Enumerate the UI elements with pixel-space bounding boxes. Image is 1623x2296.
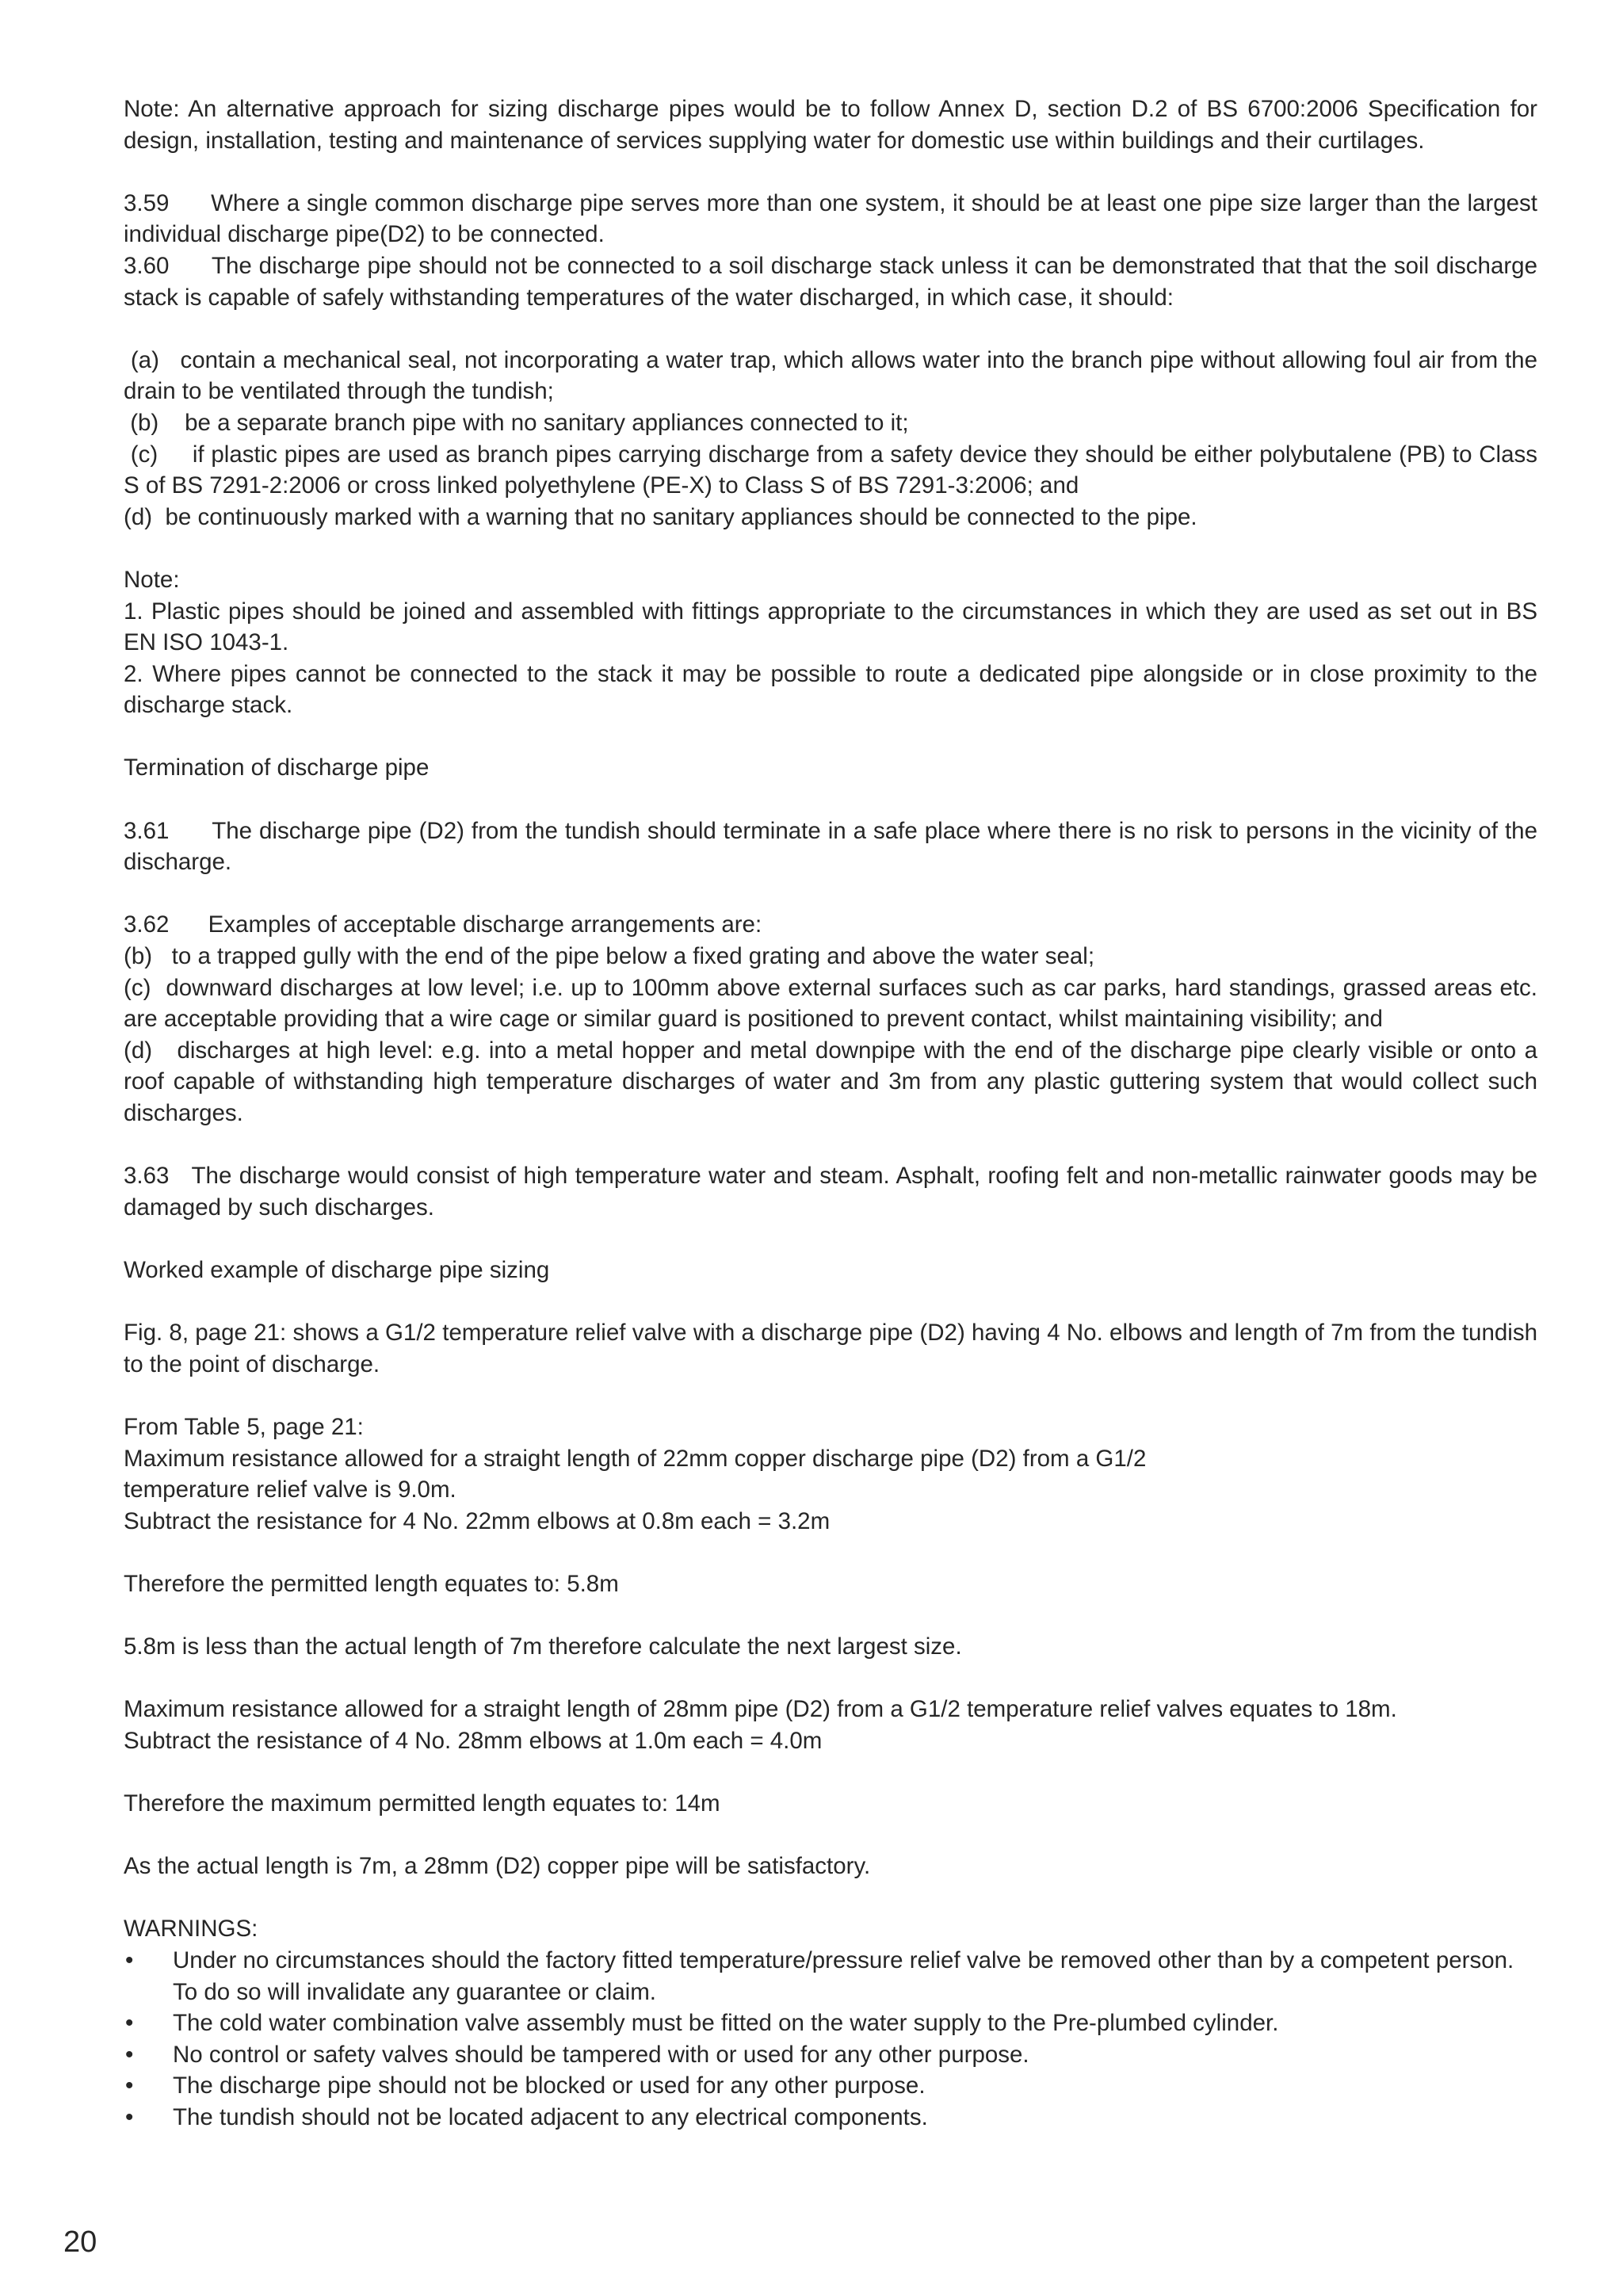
list-item: (c) downward discharges at low level; i.e. up to 100mm above external surfaces such as car parks, hard standings, grassed areas etc. are acceptable providing that a wire cage or similar guard is positioned to prevent contact, whilst maintaining visibility; and [124, 974, 1537, 1033]
section-3-61 [124, 816, 1537, 878]
warning-item: • No control or safety valves should be tampered with or used for any other purpose. [124, 2039, 1537, 2071]
table5-line: temperature relief valve is 9.0m. [124, 1477, 456, 1503]
satisfactory-conclusion: As the actual length is 7m, a 28mm (D2) copper pipe will be satisfactory. [124, 1853, 871, 1880]
termination-heading: Termination of discharge pipe [124, 755, 430, 781]
list-item: (b) to a trapped gully with the end of the pipe below a fixed grating and above the water seal; [124, 943, 1095, 970]
section-text: Examples of acceptable discharge arrangements are: [208, 911, 762, 938]
section-text: Where a single common discharge pipe serves more than one system, it should be at least one pipe size larger than the largest individual discharge pipe(D2) to be connected. [124, 189, 1537, 248]
section-number: 3.60 [124, 252, 170, 279]
warning-item: • The cold water combination valve assembly must be fitted on the water supply to the Pre-plumbed cylinder. [124, 2008, 1537, 2039]
warning-item: • Under no circumstances should the factory fitted temperature/pressure relief valve be removed other than by a competent person. To do so will invalidate any guarantee or claim. [124, 1945, 1537, 2008]
permitted-length: Therefore the permitted length equates to: 5.8m [124, 1570, 619, 1597]
warnings-heading: WARNINGS: [124, 1916, 258, 1943]
section-3-59 [124, 188, 1537, 250]
bullet-icon: • [125, 2104, 134, 2130]
less-than-actual: 5.8m is less than the actual length of 7m therefore calculate the next largest size. [124, 1633, 962, 1660]
section-text: The discharge pipe (D2) from the tundish should terminate in a safe place where there is no risk to persons in the vicinity of the discharge. [124, 817, 1537, 876]
section-3-62 [124, 909, 1537, 941]
section-text: The discharge would consist of high temperature water and steam. Asphalt, roofing felt and non-metallic rainwater goods may be damaged by such discharges. [124, 1163, 1537, 1221]
section-number: 3.59 [124, 189, 170, 216]
section-text: The discharge pipe should not be connected to a soil discharge stack unless it can be demonstrated that that the soil discharge stack is capable of safely withstanding temperatures of the water discharged, in which case, it should: [124, 252, 1537, 311]
list-item: (a) contain a mechanical seal, not incorporating a water trap, which allows water into the branch pipe without allowing foul air from the drain to be ventilated through the tundish; [124, 346, 1537, 405]
bullet-icon: • [125, 2010, 134, 2037]
list-item: (d) discharges at high level: e.g. into a metal hopper and metal downpipe with the end of the discharge pipe clearly visible or onto a roof capable of withstanding high temperature discharges of water and 3m from any plastic guttering system that would collect such discharges. [124, 1037, 1537, 1126]
warnings-list [124, 1945, 1537, 2134]
note-item: 2. Where pipes cannot be connected to the stack it may be possible to route a dedicated pipe alongside or in close proximity to the discharge stack. [124, 660, 1537, 719]
section-number: 3.62 [124, 911, 170, 938]
table5-line: Maximum resistance allowed for a straight length of 22mm copper discharge pipe (D2) from a G1/2 [124, 1445, 1147, 1472]
max-resistance-line: Maximum resistance allowed for a straight length of 28mm pipe (D2) from a G1/2 temperature relief valves equates to 18m. [124, 1696, 1397, 1723]
worked-example-heading: Worked example of discharge pipe sizing [124, 1256, 550, 1283]
section-number: 3.63 [124, 1163, 170, 1190]
list-item: (c) if plastic pipes are used as branch pipes carrying discharge from a safety device they should be either polybutalene (PB) to Class S of BS 7291-2:2006 or cross linked polyethylene (PE-X) to Class S of BS 7291-3:2006; and [124, 441, 1538, 499]
bullet-icon: • [125, 2041, 134, 2068]
bullet-icon: • [125, 2073, 134, 2099]
note-intro: Note: An alternative approach for sizing discharge pipes would be to follow Annex D, section D.2 of BS 6700:2006 Specification for design, installation, testing and maintenance of services supplying water for domestic use within buildings and their curtilages. [124, 96, 1537, 154]
section-3-60 [124, 250, 1537, 313]
max-resistance-line: Subtract the resistance of 4 No. 28mm elbows at 1.0m each = 4.0m [124, 1727, 823, 1754]
warning-item: • The tundish should not be located adjacent to any electrical components. [124, 2102, 1537, 2134]
table5-line: From Table 5, page 21: [124, 1413, 364, 1440]
document-body [124, 94, 1537, 2134]
fig8-paragraph: Fig. 8, page 21: shows a G1/2 temperature relief valve with a discharge pipe (D2) having 4 No. elbows and length of 7m from the tundish to the point of discharge. [124, 1320, 1537, 1377]
section-number: 3.61 [124, 817, 170, 844]
warning-item: • The discharge pipe should not be blocked or used for any other purpose. [124, 2070, 1537, 2102]
page-number: 20 [63, 2225, 97, 2259]
note-item: 1. Plastic pipes should be joined and assembled with fittings appropriate to the circumstances in which they are used as set out in BS EN ISO 1043-1. [124, 598, 1537, 656]
section-3-63 [124, 1160, 1537, 1223]
max-permitted-length: Therefore the maximum permitted length equates to: 14m [124, 1790, 720, 1817]
list-item: (b) be a separate branch pipe with no sanitary appliances connected to it; [130, 409, 909, 436]
note-heading: Note: [124, 566, 180, 593]
bullet-icon: • [125, 1947, 134, 1974]
table5-line: Subtract the resistance for 4 No. 22mm elbows at 0.8m each = 3.2m [124, 1507, 831, 1534]
list-item: (d) be continuously marked with a warning that no sanitary appliances should be connected to the pipe. [124, 503, 1197, 530]
